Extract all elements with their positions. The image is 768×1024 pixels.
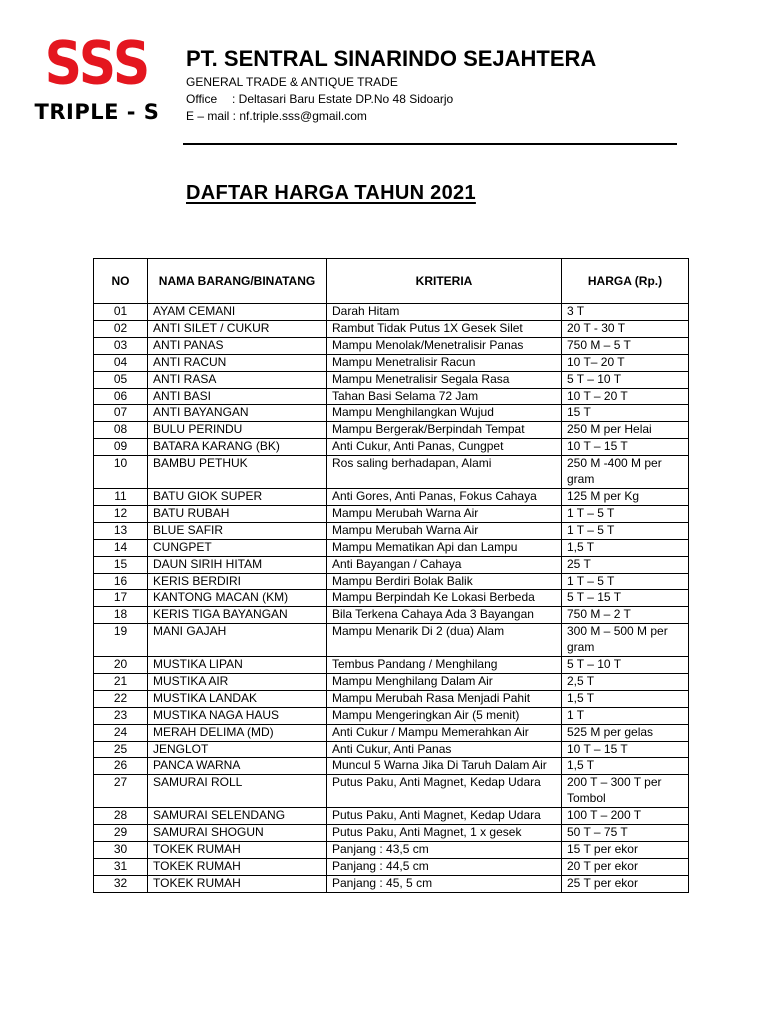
cell-harga: 25 T: [562, 556, 689, 573]
cell-kriteria: Panjang : 43,5 cm: [327, 842, 562, 859]
cell-kriteria: Anti Cukur, Anti Panas: [327, 741, 562, 758]
cell-no: 14: [94, 539, 148, 556]
cell-no: 12: [94, 505, 148, 522]
cell-kriteria: Mampu Menetralisir Racun: [327, 354, 562, 371]
cell-harga: 1,5 T: [562, 539, 689, 556]
table-row: [94, 842, 689, 859]
table-row: [94, 405, 689, 422]
office-address: [186, 92, 453, 106]
cell-kriteria: Anti Bayangan / Cahaya: [327, 556, 562, 573]
cell-no: 26: [94, 758, 148, 775]
cell-no: 19: [94, 624, 148, 657]
cell-no: 28: [94, 808, 148, 825]
cell-nama: MUSTIKA AIR: [148, 673, 327, 690]
table-row: [94, 775, 689, 808]
cell-harga: 5 T – 15 T: [562, 590, 689, 607]
table-row: [94, 505, 689, 522]
business-type: GENERAL TRADE & ANTIQUE TRADE: [186, 75, 398, 89]
cell-no: 22: [94, 690, 148, 707]
cell-kriteria: Mampu Menetralisir Segala Rasa: [327, 371, 562, 388]
cell-kriteria: Panjang : 45, 5 cm: [327, 875, 562, 892]
cell-no: 06: [94, 388, 148, 405]
cell-kriteria: Mampu Bergerak/Berpindah Tempat: [327, 422, 562, 439]
cell-harga: 300 M – 500 M per gram: [562, 624, 689, 657]
cell-nama: KERIS BERDIRI: [148, 573, 327, 590]
table-row: [94, 607, 689, 624]
cell-nama: TOKEK RUMAH: [148, 858, 327, 875]
cell-no: 18: [94, 607, 148, 624]
cell-harga: 10 T– 20 T: [562, 354, 689, 371]
cell-harga: 20 T per ekor: [562, 858, 689, 875]
cell-no: 25: [94, 741, 148, 758]
cell-nama: CUNGPET: [148, 539, 327, 556]
company-logo: [27, 29, 167, 136]
cell-harga: 200 T – 300 T per Tombol: [562, 775, 689, 808]
cell-kriteria: Mampu Menolak/Menetralisir Panas: [327, 337, 562, 354]
table-row: [94, 371, 689, 388]
cell-no: 23: [94, 707, 148, 724]
cell-no: 21: [94, 673, 148, 690]
office-value: : Deltasari Baru Estate DP.No 48 Sidoarjo: [232, 92, 454, 106]
logo-sss-text: SSS: [44, 29, 150, 99]
cell-no: 15: [94, 556, 148, 573]
cell-nama: TOKEK RUMAH: [148, 875, 327, 892]
cell-nama: ANTI BAYANGAN: [148, 405, 327, 422]
cell-no: 29: [94, 825, 148, 842]
table-row: [94, 707, 689, 724]
table-row: [94, 522, 689, 539]
cell-harga: 1 T – 5 T: [562, 505, 689, 522]
cell-nama: MUSTIKA NAGA HAUS: [148, 707, 327, 724]
cell-nama: JENGLOT: [148, 741, 327, 758]
cell-no: 31: [94, 858, 148, 875]
cell-kriteria: Mampu Mematikan Api dan Lampu: [327, 539, 562, 556]
table-row: [94, 304, 689, 321]
cell-kriteria: Rambut Tidak Putus 1X Gesek Silet: [327, 320, 562, 337]
logo-triple-text: TRIPLE - S: [34, 100, 160, 124]
table-row: [94, 354, 689, 371]
cell-no: 32: [94, 875, 148, 892]
cell-harga: 1,5 T: [562, 690, 689, 707]
cell-kriteria: Mampu Merubah Warna Air: [327, 522, 562, 539]
cell-harga: 50 T – 75 T: [562, 825, 689, 842]
cell-kriteria: Putus Paku, Anti Magnet, Kedap Udara: [327, 775, 562, 808]
table-row: [94, 422, 689, 439]
cell-kriteria: Anti Cukur, Anti Panas, Cungpet: [327, 439, 562, 456]
cell-kriteria: Tahan Basi Selama 72 Jam: [327, 388, 562, 405]
cell-nama: BLUE SAFIR: [148, 522, 327, 539]
table-row: [94, 624, 689, 657]
cell-kriteria: Mampu Merubah Rasa Menjadi Pahit: [327, 690, 562, 707]
cell-no: 20: [94, 657, 148, 674]
cell-nama: DAUN SIRIH HITAM: [148, 556, 327, 573]
cell-no: 08: [94, 422, 148, 439]
cell-nama: BATARA KARANG (BK): [148, 439, 327, 456]
table-row: [94, 808, 689, 825]
table-row: [94, 456, 689, 489]
cell-kriteria: Mampu Menghilangkan Wujud: [327, 405, 562, 422]
table-row: [94, 724, 689, 741]
company-name: PT. SENTRAL SINARINDO SEJAHTERA: [186, 46, 597, 71]
cell-nama: AYAM CEMANI: [148, 304, 327, 321]
cell-nama: BAMBU PETHUK: [148, 456, 327, 489]
table-row: [94, 741, 689, 758]
cell-nama: BATU RUBAH: [148, 505, 327, 522]
cell-harga: 10 T – 15 T: [562, 439, 689, 456]
table-row: [94, 539, 689, 556]
cell-no: 01: [94, 304, 148, 321]
cell-harga: 25 T per ekor: [562, 875, 689, 892]
table-row: [94, 320, 689, 337]
document-title: DAFTAR HARGA TAHUN 2021: [186, 182, 476, 204]
cell-kriteria: Tembus Pandang / Menghilang: [327, 657, 562, 674]
cell-nama: SAMURAI ROLL: [148, 775, 327, 808]
price-table: [93, 258, 689, 893]
cell-no: 09: [94, 439, 148, 456]
cell-harga: 10 T – 20 T: [562, 388, 689, 405]
cell-nama: MUSTIKA LIPAN: [148, 657, 327, 674]
header-nama: NAMA BARANG/BINATANG: [148, 259, 327, 304]
cell-harga: 1 T – 5 T: [562, 522, 689, 539]
cell-harga: 5 T – 10 T: [562, 657, 689, 674]
cell-nama: KERIS TIGA BAYANGAN: [148, 607, 327, 624]
cell-no: 17: [94, 590, 148, 607]
cell-kriteria: Panjang : 44,5 cm: [327, 858, 562, 875]
header-kriteria: KRITERIA: [327, 259, 562, 304]
cell-nama: BULU PERINDU: [148, 422, 327, 439]
header-no: NO: [94, 259, 148, 304]
cell-kriteria: Anti Gores, Anti Panas, Fokus Cahaya: [327, 488, 562, 505]
table-row: [94, 573, 689, 590]
office-label: Office: [186, 92, 218, 106]
cell-kriteria: Mampu Berpindah Ke Lokasi Berbeda: [327, 590, 562, 607]
cell-harga: 15 T per ekor: [562, 842, 689, 859]
cell-harga: 1 T: [562, 707, 689, 724]
cell-nama: MERAH DELIMA (MD): [148, 724, 327, 741]
cell-no: 11: [94, 488, 148, 505]
cell-kriteria: Putus Paku, Anti Magnet, 1 x gesek: [327, 825, 562, 842]
cell-nama: MUSTIKA LANDAK: [148, 690, 327, 707]
table-row: [94, 388, 689, 405]
table-row: [94, 439, 689, 456]
cell-no: 04: [94, 354, 148, 371]
cell-no: 30: [94, 842, 148, 859]
cell-nama: ANTI PANAS: [148, 337, 327, 354]
table-header-row: [94, 259, 689, 304]
cell-nama: PANCA WARNA: [148, 758, 327, 775]
cell-harga: 1,5 T: [562, 758, 689, 775]
table-row: [94, 875, 689, 892]
email-line: E – mail : nf.triple.sss@gmail.com: [186, 109, 367, 123]
cell-nama: ANTI RASA: [148, 371, 327, 388]
cell-nama: SAMURAI SELENDANG: [148, 808, 327, 825]
table-row: [94, 556, 689, 573]
cell-nama: TOKEK RUMAH: [148, 842, 327, 859]
table-row: [94, 673, 689, 690]
cell-harga: 100 T – 200 T: [562, 808, 689, 825]
cell-kriteria: Bila Terkena Cahaya Ada 3 Bayangan: [327, 607, 562, 624]
cell-nama: BATU GIOK SUPER: [148, 488, 327, 505]
cell-no: 05: [94, 371, 148, 388]
cell-kriteria: Mampu Menghilang Dalam Air: [327, 673, 562, 690]
table-row: [94, 337, 689, 354]
cell-kriteria: Mampu Mengeringkan Air (5 menit): [327, 707, 562, 724]
cell-kriteria: Mampu Menarik Di 2 (dua) Alam: [327, 624, 562, 657]
cell-no: 03: [94, 337, 148, 354]
cell-no: 07: [94, 405, 148, 422]
cell-harga: 20 T - 30 T: [562, 320, 689, 337]
table-row: [94, 758, 689, 775]
cell-kriteria: Darah Hitam: [327, 304, 562, 321]
cell-nama: ANTI SILET / CUKUR: [148, 320, 327, 337]
table-row: [94, 590, 689, 607]
header-harga: HARGA (Rp.): [562, 259, 689, 304]
cell-harga: 250 M per Helai: [562, 422, 689, 439]
cell-harga: 125 M per Kg: [562, 488, 689, 505]
cell-harga: 525 M per gelas: [562, 724, 689, 741]
cell-kriteria: Mampu Berdiri Bolak Balik: [327, 573, 562, 590]
table-row: [94, 657, 689, 674]
cell-harga: 5 T – 10 T: [562, 371, 689, 388]
cell-kriteria: Ros saling berhadapan, Alami: [327, 456, 562, 489]
cell-nama: MANI GAJAH: [148, 624, 327, 657]
cell-harga: 1 T – 5 T: [562, 573, 689, 590]
cell-kriteria: Putus Paku, Anti Magnet, Kedap Udara: [327, 808, 562, 825]
cell-no: 27: [94, 775, 148, 808]
cell-no: 02: [94, 320, 148, 337]
cell-harga: 2,5 T: [562, 673, 689, 690]
cell-kriteria: Anti Cukur / Mampu Memerahkan Air: [327, 724, 562, 741]
table-row: [94, 488, 689, 505]
cell-harga: 750 M – 2 T: [562, 607, 689, 624]
cell-kriteria: Muncul 5 Warna Jika Di Taruh Dalam Air: [327, 758, 562, 775]
cell-no: 10: [94, 456, 148, 489]
table-body: [94, 304, 689, 893]
table-row: [94, 690, 689, 707]
cell-harga: 250 M -400 M per gram: [562, 456, 689, 489]
cell-no: 16: [94, 573, 148, 590]
cell-nama: KANTONG MACAN (KM): [148, 590, 327, 607]
cell-harga: 3 T: [562, 304, 689, 321]
cell-kriteria: Mampu Merubah Warna Air: [327, 505, 562, 522]
cell-harga: 15 T: [562, 405, 689, 422]
cell-nama: SAMURAI SHOGUN: [148, 825, 327, 842]
cell-harga: 750 M – 5 T: [562, 337, 689, 354]
cell-no: 24: [94, 724, 148, 741]
cell-nama: ANTI RACUN: [148, 354, 327, 371]
cell-harga: 10 T – 15 T: [562, 741, 689, 758]
table-row: [94, 858, 689, 875]
cell-nama: ANTI BASI: [148, 388, 327, 405]
cell-no: 13: [94, 522, 148, 539]
table-row: [94, 825, 689, 842]
header-divider: [183, 143, 677, 145]
